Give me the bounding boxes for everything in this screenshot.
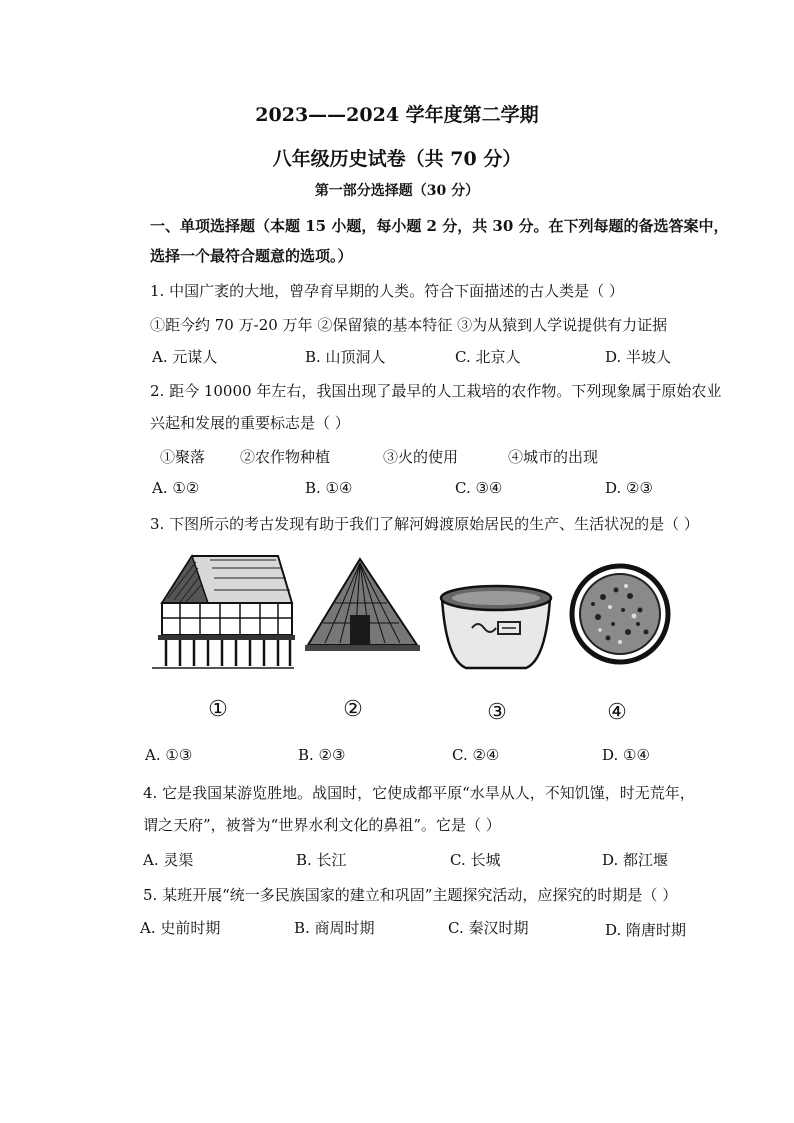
q2-option-d: D. ②③ <box>605 479 653 497</box>
q3-option-b: B. ②③ <box>298 746 346 764</box>
q3-stem: 3. 下图所示的考古发现有助于我们了解河姆渡原始居民的生产、生活状况的是（ ） <box>150 515 699 533</box>
stilt-house-icon <box>150 548 295 673</box>
figure-label-4: ④ <box>607 700 627 725</box>
rice-grain-bowl-icon <box>568 562 673 667</box>
q4-option-d: D. 都江堰 <box>602 851 669 869</box>
q4-stem-line2: 谓之天府”，被誉为“世界水利文化的鼻祖”。它是（ ） <box>143 816 501 834</box>
q4-option-a: A. 灵渠 <box>143 851 194 869</box>
figure-label-1: ① <box>208 697 228 722</box>
q5-option-a: A. 史前时期 <box>140 919 221 937</box>
part-title: 第一部分选择题（30 分） <box>314 183 480 199</box>
section-instruction-line2: 选择一个最符合题意的选项。） <box>150 247 353 265</box>
semi-subterranean-hut-icon <box>305 553 420 668</box>
q5-stem: 5. 某班开展“统一多民族国家的建立和巩固”主题探究活动，应探究的时期是（ ） <box>143 886 678 904</box>
figure-label-3: ③ <box>487 700 507 725</box>
figure-label-2: ② <box>343 697 363 722</box>
q4-stem-line1: 4. 它是我国某游览胜地。战国时，它使成都平原“水旱从人，不知饥馑，时无荒年， <box>143 784 695 802</box>
q2-item-1: ①聚落 <box>160 448 206 466</box>
q1-description: ①距今约 70 万-20 万年 ②保留猿的基本特征 ③为从猿到人学说提供有力证据 <box>150 316 668 334</box>
q5-option-b: B. 商周时期 <box>294 919 375 937</box>
section-instruction-line1: 一、单项选择题（本题 15 小题，每小题 2 分，共 30 分。在下列每题的备选答案中， <box>150 217 729 235</box>
exam-title: 八年级历史试卷（共 70 分） <box>272 148 522 170</box>
q1-option-a: A. 元谋人 <box>152 348 218 366</box>
q4-option-c: C. 长城 <box>450 851 501 869</box>
school-year-title: 2023——2024 学年度第二学期 <box>255 104 539 126</box>
q2-item-4: ④城市的出现 <box>508 448 599 466</box>
q2-stem-line1: 2. 距今 10000 年左右，我国出现了最早的人工栽培的农作物。下列现象属于原始农业 <box>150 382 722 400</box>
q3-option-c: C. ②④ <box>452 746 500 764</box>
q5-option-c: C. 秦汉时期 <box>448 919 529 937</box>
q2-stem-line2: 兴起和发展的重要标志是（ ） <box>150 414 350 432</box>
q2-item-2: ②农作物种植 <box>240 448 331 466</box>
q3-option-a: A. ①③ <box>145 746 193 764</box>
q3-option-d: D. ①④ <box>602 746 650 764</box>
q2-option-c: C. ③④ <box>455 479 503 497</box>
q1-stem: 1. 中国广袤的大地，曾孕育早期的人类。符合下面描述的古人类是（ ） <box>150 282 624 300</box>
q5-option-d: D. 隋唐时期 <box>605 921 687 939</box>
q1-option-d: D. 半坡人 <box>605 348 672 366</box>
q2-option-b: B. ①④ <box>305 479 353 497</box>
q2-option-a: A. ①② <box>152 479 200 497</box>
q4-option-b: B. 长江 <box>296 851 347 869</box>
q1-option-c: C. 北京人 <box>455 348 521 366</box>
pottery-bowl-icon <box>436 580 556 675</box>
q2-item-3: ③火的使用 <box>383 448 459 466</box>
q1-option-b: B. 山顶洞人 <box>305 348 386 366</box>
